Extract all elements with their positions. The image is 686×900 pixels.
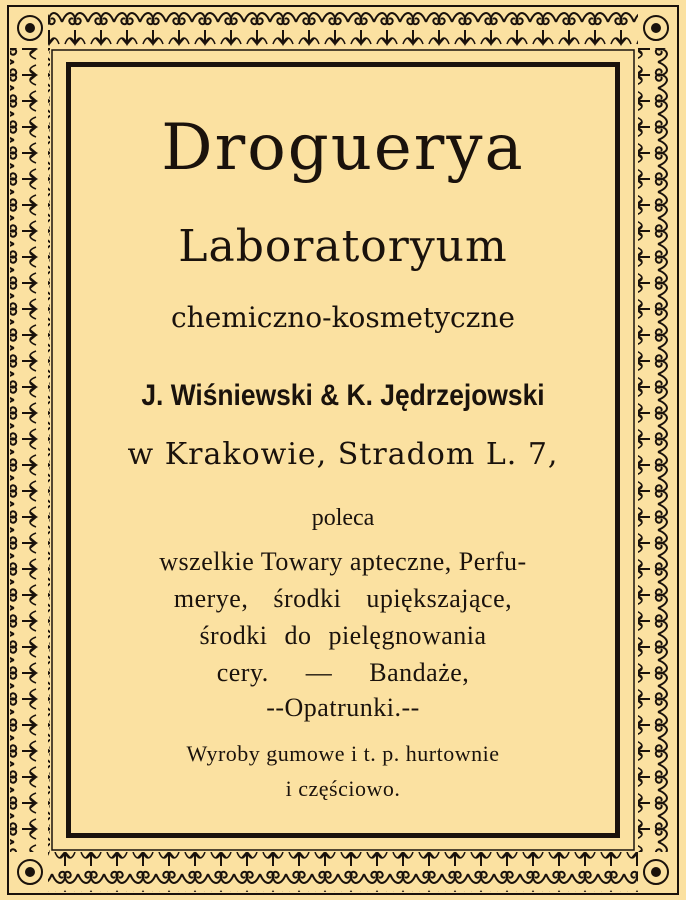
product-line: wszelkie Towary apteczne, Perfu- (159, 547, 527, 576)
product-line: --Opatrunki.-- (266, 693, 420, 722)
shop-address: w Krakowie, Stradom L. 7, (127, 437, 559, 472)
shop-title: Droguerya (161, 111, 525, 185)
owners-names: J. Wiśniewski & K. Jędrzejowski (141, 379, 545, 412)
product-line: środki do pielęgnowania (199, 621, 487, 650)
footer-line: i częściowo. (285, 776, 401, 801)
product-line: merye, środki upiększające, (173, 584, 513, 613)
footer-line: Wyroby gumowe i t. p. hurtownie (186, 741, 500, 766)
shop-subtitle: Laboratoryum (178, 221, 508, 272)
recommends-label: poleca (311, 505, 375, 531)
advert-panel (66, 62, 620, 838)
shop-specialty: chemiczno-kosmetyczne (171, 301, 515, 334)
product-line: cery. — Bandaże, (216, 658, 470, 687)
